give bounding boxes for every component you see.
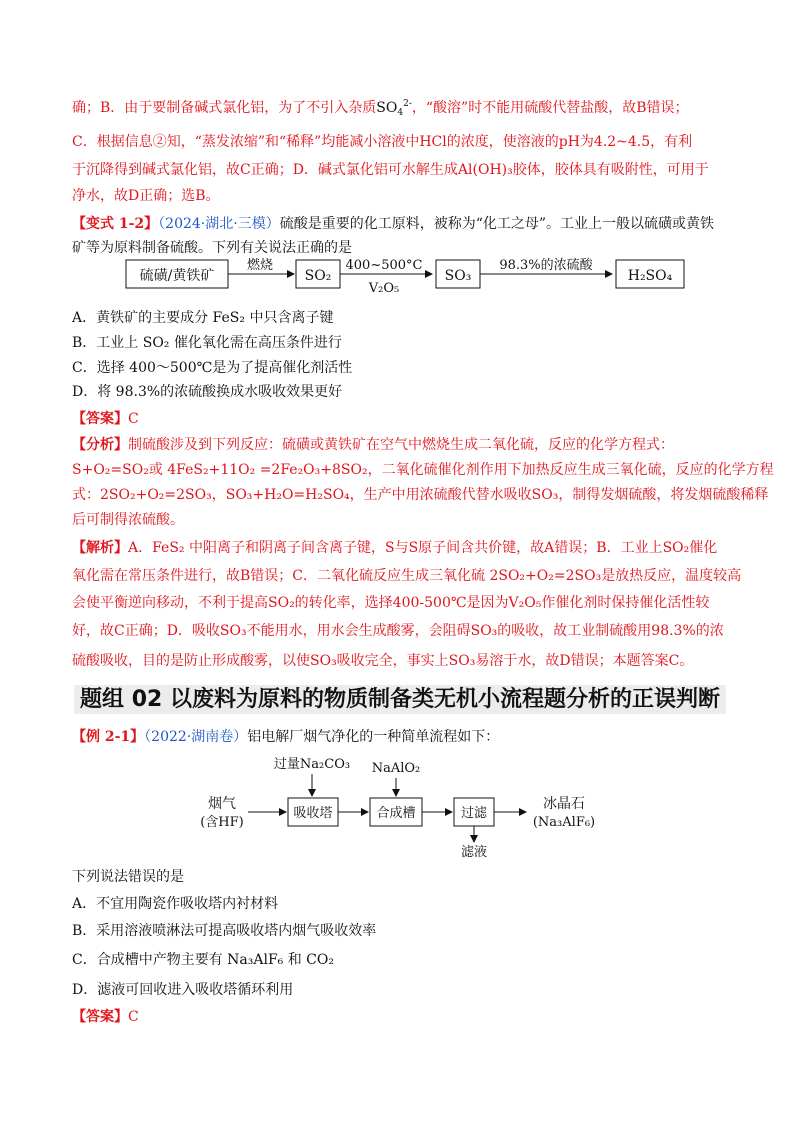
variant-question-line-1: 【变式 1-2】（2024·湖北·三模）硫酸是重要的化工原料，被称为“化工之母”。工业上一般以硫磺或黄铁 (72, 216, 715, 232)
option-d-2: D．滤液可回收进入吸收塔循环利用 (72, 982, 294, 998)
flow1-absorb-label: 98.3%的浓硫酸 (499, 258, 593, 273)
flow2-smoke-label: 烟气 (208, 796, 236, 812)
variant-tag: 【变式 1-2】 (72, 216, 159, 232)
variant-source: （2024·湖北·三模） (158, 216, 280, 232)
solution-line-4: 好，故C正确；D．吸收SO₃不能用水，用水会生成酸雾，会阻碍SO₃的吸收，故工业制硫酸用98.3%的浓 (72, 623, 724, 639)
option-c-1: C．选择 400～500℃是为了提高催化剂活性 (72, 360, 353, 376)
aluminum-smoke-flow-diagram (200, 750, 620, 860)
flow2-absorber-label: 吸收塔 (293, 806, 333, 821)
analysis-line-4: 后可制得浓硫酸。 (72, 512, 184, 528)
option-a-1: A．黄铁矿的主要成分 FeS₂ 中只含离子键 (72, 310, 334, 326)
solution-line-5: 硫酸吸收，目的是防止形成酸雾，以使SO₃吸收完全，事实上SO₃易溶于水，故D错误；本题答案C。 (72, 653, 694, 669)
sulfuric-acid-flow-diagram (120, 256, 700, 304)
flow1-step1-label: 燃烧 (246, 258, 274, 273)
solution-line-3: 会使平衡逆向移动，不利于提高SO₂的转化率，选择400-500℃是因为V₂O₅作催化剂时保持催化活性较 (72, 595, 710, 611)
flow1-temp-label: 400~500°C (345, 258, 423, 273)
flow2-product-label: 冰晶石 (543, 796, 585, 812)
option-b-2: B．采用溶液喷淋法可提高吸收塔内烟气吸收效率 (72, 923, 377, 939)
flow2-na2co3-label: 过量Na₂CO₃ (273, 757, 351, 772)
analysis-line-1: 【分析】制硫酸涉及到下列反应：硫磺或黄铁矿在空气中燃烧生成二氧化硫，反应的化学方程式： (72, 437, 674, 453)
sulfate-ion: $SO_4^{2-}$ (376, 99, 412, 118)
solution-line-1: 【解析】A．FeS₂ 中阳离子和阴离子间含离子键，S与S原子间含共价键，故A错误；B．工业上SO₂催化 (72, 540, 718, 556)
option-a-2: A．不宜用陶瓷作吸收塔内衬材料 (72, 896, 279, 912)
flow2-reactor-label: 合成槽 (376, 806, 416, 821)
explanation-line-4: 净水，故D正确；选B。 (72, 188, 220, 204)
variant-question-line-2: 矿等为原料制备硫酸。下列有关说法正确的是 (72, 240, 352, 256)
solution-line-2: 氧化需在常压条件进行，故B错误；C．二氧化硫反应生成三氧化硫 2SO₂+O₂=2SO₃是放热反应，温度较高 (72, 568, 742, 584)
flow1-so2-label: SO₂ (304, 268, 332, 284)
analysis-line-2: S+O₂=SO₂或 4FeS₂+11O₂ =2Fe₂O₃+8SO₂，二氧化硫催化剂作用下加热反应生成三氧化硫，反应的化学方程 (72, 462, 774, 478)
flow2-naalo2-label: NaAlO₂ (371, 761, 421, 776)
flow1-so3-label: SO₃ (444, 268, 472, 284)
example-line: 【例 2-1】（2022·湖南卷）铝电解厂烟气净化的一种简单流程如下： (72, 729, 500, 745)
option-c-2: C．合成槽中产物主要有 Na₃AlF₆ 和 CO₂ (72, 952, 334, 968)
option-d-1: D．将 98.3%的浓硫酸换成水吸收效果更好 (72, 384, 343, 400)
analysis-line-3: 式：2SO₂+O₂=2SO₃，SO₃+H₂O=H₂SO₄，生产中用浓硫酸代替水吸收SO₃，制得发烟硫酸，将发烟硫酸稀释 (72, 487, 769, 503)
flow1-catalyst-label: V₂O₅ (368, 281, 400, 296)
question-2-stem: 下列说法错误的是 (72, 869, 184, 885)
flow2-filtrate-label: 滤液 (460, 845, 488, 860)
explanation-line-1: 确；B．由于要制备碱式氯化铝，为了不引入杂质$SO_4^{2-}$，“酸溶”时不能用硫酸代替盐酸，故B错误； (72, 99, 689, 118)
flow2-smoke-hf-label: (含HF) (200, 815, 244, 830)
flow1-start-label: 硫磺/黄铁矿 (139, 268, 215, 284)
flow2-filter-label: 过滤 (460, 806, 488, 821)
answer-2: 【答案】C (72, 1009, 139, 1025)
flow2-product-formula: (Na₃AlF₆) (532, 815, 596, 830)
explanation-line-3: 于沉降得到碱式氯化铝，故C正确；D．碱式氯化铝可水解生成Al(OH)₃胶体，胶体具有吸附性，可用于 (72, 162, 709, 178)
answer-1: 【答案】C (72, 411, 139, 427)
flow1-h2so4-label: H₂SO₄ (627, 268, 673, 284)
explanation-line-2: C．根据信息②知，“蒸发浓缩”和“稀释”均能减小溶液中HCl的浓度，使溶液的pH为4.2~4.5，有利 (72, 134, 693, 150)
option-b-1: B．工业上 SO₂ 催化氧化需在高压条件进行 (72, 335, 342, 351)
section-heading: 题组 02 以废料为原料的物质制备类无机小流程题分析的正误判断 (0, 685, 800, 715)
